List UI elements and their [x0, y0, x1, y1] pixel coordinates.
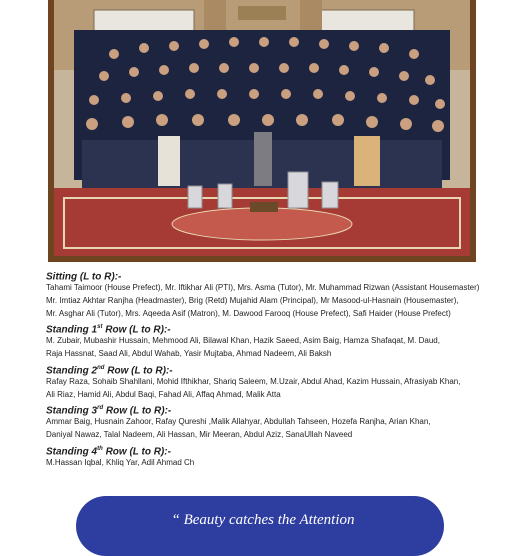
- name-list-line: Mr. Imtiaz Akhtar Ranjha (Headmaster), Brig (Retd) Mujahid Alam (Principal), Mr Masood-ul-Hasnain (Housemaster),: [46, 295, 459, 305]
- section-heading-suffix: Row (L to R):-: [102, 324, 171, 336]
- group-photo-image: [54, 0, 470, 256]
- name-list-line: Rafay Raza, Sohaib Shahllani, Mohid Ifthikhar, Shariq Saleem, M.Uzair, Abdul Ahad, Kazim Hussain, Afrasiyab Khan,: [46, 376, 461, 386]
- quote-text: “ Beauty catches the Attention: [171, 512, 355, 528]
- section-heading-suffix: Row (L to R):-: [103, 405, 172, 417]
- section-heading-suffix: Row (L to R):-: [102, 445, 171, 457]
- name-list-line: Raja Hassnat, Saad Ali, Abdul Wahab, Yasir Mujtaba, Ahmad Nadeem, Ali Baksh: [46, 349, 332, 359]
- section-heading-suffix: Row (L to R):-: [104, 364, 173, 376]
- section-heading-label: Standing 4: [46, 445, 98, 457]
- section-heading-label: Sitting (L to R): [46, 271, 115, 283]
- section-heading-suffix: :-: [114, 271, 122, 283]
- name-list-line: Mr. Asghar Ali (Tutor), Mrs. Aqeeda Asif (Matron), M. Dawood Farooq (House Prefect), Safi Haider (House Prefect): [46, 308, 451, 318]
- section-heading-label: Standing 3: [46, 405, 98, 417]
- section-heading-ordinal: rd: [97, 405, 104, 412]
- section-heading: [46, 268, 486, 283]
- section-heading-label: Standing 1: [46, 324, 98, 336]
- photo-caption: [46, 268, 486, 471]
- section-heading-ordinal: st: [97, 324, 103, 331]
- section-heading: [46, 321, 486, 336]
- group-photo: [48, 0, 476, 262]
- name-list-line: M.Hassan Iqbal, Khliq Yar, Adil Ahmad Ch: [46, 457, 195, 467]
- section-heading: [46, 362, 486, 377]
- section-heading-label: Standing 2: [46, 364, 98, 376]
- name-list-line: Daniyal Nawaz, Talal Nadeem, Ali Hassan, Mir Meeran, Abdul Aziz, SanaUllah Naveed: [46, 430, 353, 440]
- name-list-line: Tahami Taimoor (House Prefect), Mr. Iftikhar Ali (PTI), Mrs. Asma (Tutor), Mr. Muhammad Rizwan (Assistant Housemaster): [46, 283, 480, 293]
- section-heading: [46, 402, 486, 417]
- section-heading: [46, 443, 486, 458]
- name-list-line: M. Zubair, Mubashir Hussain, Mehmood Ali, Bilawal Khan, Hazik Saeed, Asim Baig, Hamza Shafaqat, M. Daud,: [46, 336, 440, 346]
- name-list-line: Ammar Baig, Husnain Zahoor, Rafay Qureshi ,Malik Allahyar, Abdullah Tahseen, Hozefa Ranjha, Arian Khan,: [46, 417, 431, 427]
- name-list-line: Ali Riaz, Hamid Ali, Abdul Baqi, Fahad Ali, Affaq Ahmad, Malik Atta: [46, 389, 281, 399]
- section-heading-ordinal: th: [97, 445, 103, 452]
- section-heading-ordinal: nd: [97, 364, 105, 371]
